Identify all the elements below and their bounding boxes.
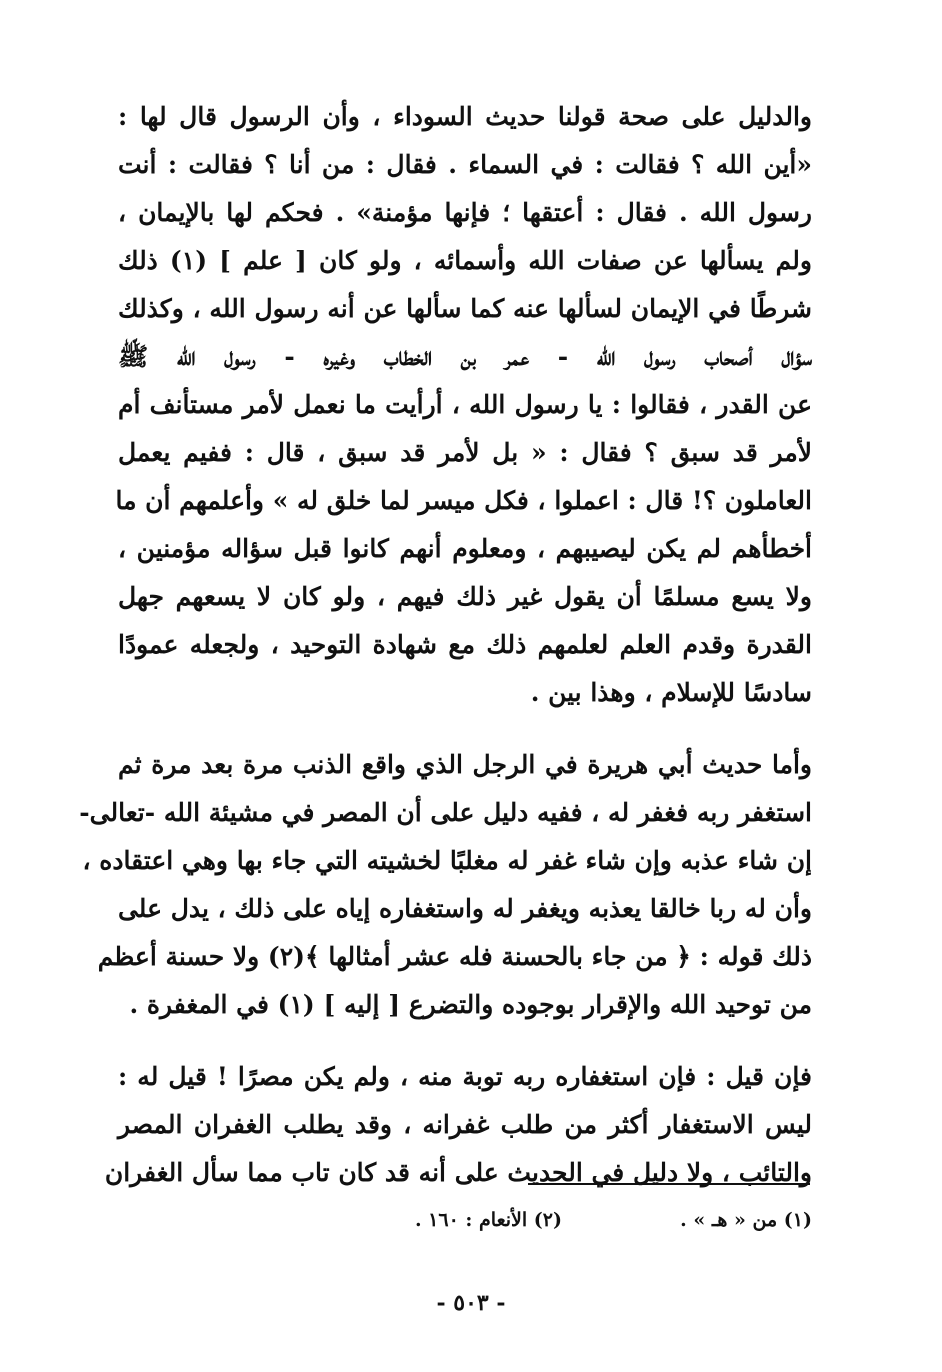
paragraph-spacer <box>118 1029 812 1053</box>
paragraph-2 <box>79 741 812 1029</box>
text-line: لأمر قد سبق ؟ فقال : « بل لأمر قد سبق ، قال : ففيم يعمل <box>118 438 812 467</box>
text-line: القدرة وقدم العلم لعلمهم ذلك مع شهادة التوحيد ، ولجعله عمودًا <box>118 630 812 659</box>
text-line: رسول الله . فقال : أعتقها ؛ فإنها مؤمنة» . فحكم لها بالإيمان ، <box>118 198 812 227</box>
text-line: والتائب ، ولا دليل في الحديث على أنه قد كان تاب مما سأل الغفران <box>104 1158 812 1187</box>
text-line: ذلك قوله : ﴿ من جاء بالحسنة فله عشر أمثالها ﴾(٢) ولا حسنة أعظم <box>97 942 812 971</box>
text-line: استغفر ربه فغفر له ، ففيه دليل على أن المصر في مشيئة الله -تعالى- <box>79 798 812 827</box>
text-line: وأما حديث أبي هريرة في الرجل الذي واقع الذنب مرة بعد مرة ثم <box>118 750 812 779</box>
paragraph-spacer <box>118 717 812 741</box>
text-line: ولا يسع مسلمًا أن يقول غير ذلك فيهم ، ولو كان لا يسعهم جهل <box>118 582 812 611</box>
page-number: - ٥٠٣ - <box>436 1290 506 1316</box>
text-line: ليس الاستغفار أكثر من طلب غفرانه ، وقد يطلب الغفران المصر <box>118 1110 812 1139</box>
text-line: من توحيد الله والإقرار بوجوده والتضرع [ إليه ] (١) في المغفرة . <box>129 990 812 1019</box>
text-line: فإن قيل : فإن استغفاره ربه توبة منه ، ولم يكن مصرًا ! قيل له : <box>118 1062 812 1091</box>
text-line: إن شاء عذبه وإن شاء غفر له مغلبًا لخشيته التي جاء بها وهي اعتقاده ، <box>82 846 812 875</box>
text-line: سؤال أصحاب رسول الله - عمر بن الخطاب وغيره - رسول الله ﷺ <box>118 342 812 371</box>
text-line: سادسًا للإسلام ، وهذا بين . <box>530 678 812 707</box>
text-line: العاملون ؟! قال : اعملوا ، فكل ميسر لما خلق له » وأعلمهم أن ما <box>115 486 812 515</box>
paragraph-1 <box>115 93 812 717</box>
text-line: أخطأهم لم يكن ليصيبهم ، ومعلوم أنهم كانوا قبل سؤاله مؤمنين ، <box>118 534 812 563</box>
footnote-2: (٢) الأنعام : ١٦٠ . <box>414 1209 562 1231</box>
footnote-separator <box>528 1183 810 1185</box>
text-line: وأن له ربا خالقا يعذبه ويغفر له واستغفاره إياه على ذلك ، يدل على <box>117 894 812 923</box>
paragraph-3 <box>104 1053 812 1197</box>
footnote-1: (١) من « هـ » . <box>680 1209 812 1231</box>
text-line: شرطًا في الإيمان لسألها عنه كما سألها عن أنه رسول الله ، وكذلك <box>118 294 812 323</box>
text-line: والدليل على صحة قولنا حديث السوداء ، وأن الرسول قال لها : <box>118 102 812 131</box>
footnotes <box>118 1203 812 1237</box>
text-line: ولم يسألها عن صفات الله وأسمائه ، ولو كان [ علم ] (١) ذلك <box>118 246 812 275</box>
text-line: عن القدر ، فقالوا : يا رسول الله ، أرأيت ما نعمل لأمر مستأنف أم <box>118 390 812 419</box>
body-text <box>79 93 812 1197</box>
text-line: «أين الله ؟ فقالت : في السماء . فقال : من أنا ؟ فقالت : أنت <box>118 150 812 179</box>
